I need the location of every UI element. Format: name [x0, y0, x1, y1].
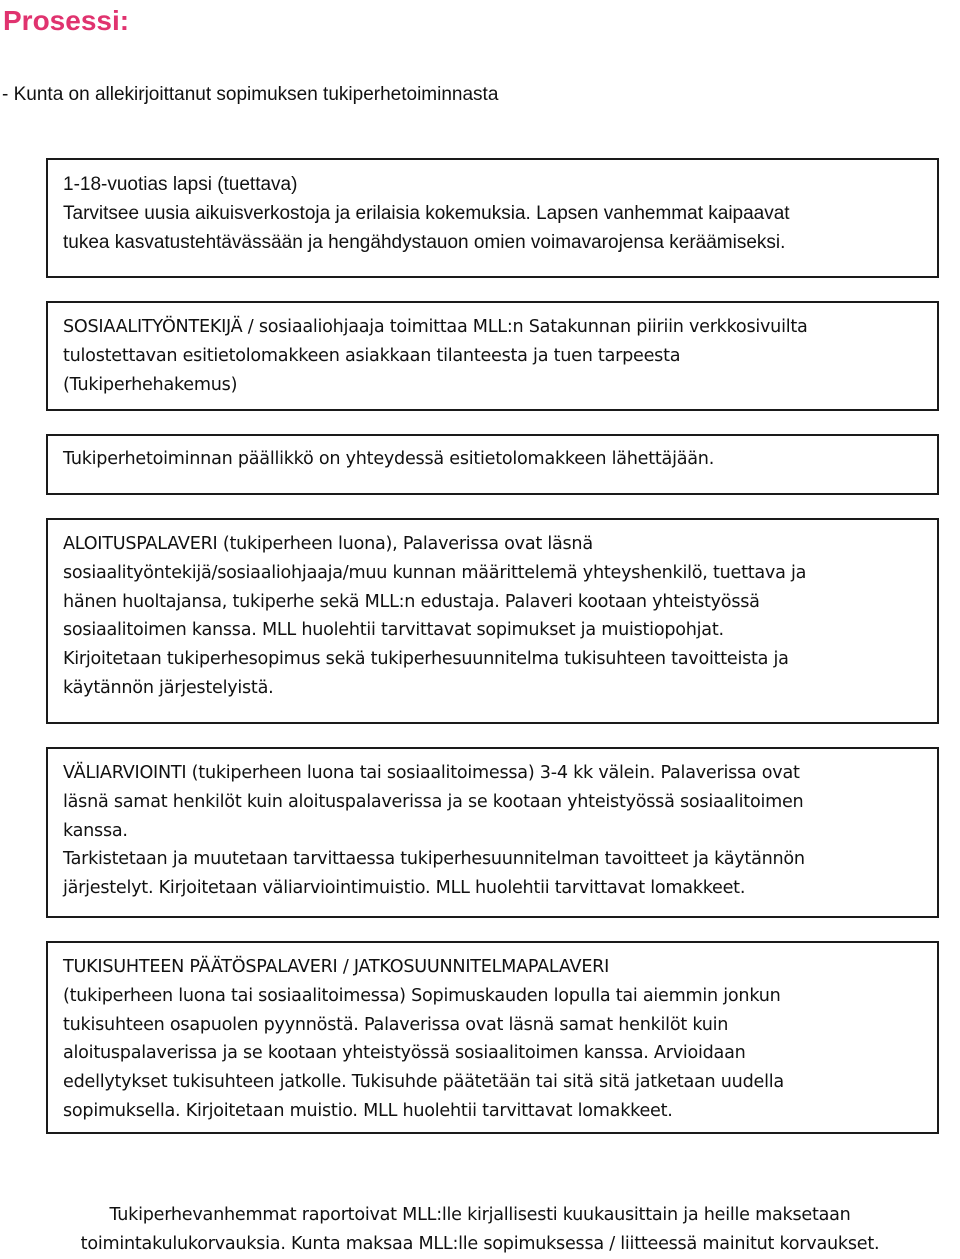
process-step-child: 1-18-vuotias lapsi (tuettava) Tarvitsee uusia aikuisverkostoja ja erilaisia kokemuksia. Lapsen vanhemmat kaipaavat tukea kasvatustehtävässään ja hengähdystauon omien voimavarojensa keräämiseksi. — [46, 158, 939, 278]
process-step-interim-review: VÄLIARVIOINTI (tukiperheen luona tai sosiaalitoimessa) 3-4 kk välein. Palaverissa ovat läsnä samat henkilöt kuin aloituspalaverissa ja se kootaan yhteistyössä sosiaalitoimen kanssa. Tarkistetaan ja muutetaan tarvittaessa tukiperhesuunnitelman tavoitteet ja käytännön järjestelyt. Kirjoitetaan väliarviointimuistio. MLL huolehtii tarvittavat lomakkeet. — [46, 747, 939, 918]
process-step-social-worker: SOSIAALITYÖNTEKIJÄ / sosiaaliohjaaja toimittaa MLL:n Satakunnan piiriin verkkosivuilta tulostettavan esitietolomakkeen asiakkaan tilanteesta ja tuen tarpeesta (Tukiperhehakemus) — [46, 301, 939, 411]
process-step-manager-contact: Tukiperhetoiminnan päällikkö on yhteydessä esitietolomakkeen lähettäjään. — [46, 434, 939, 495]
footer-note: Tukiperhevanhemmat raportoivat MLL:lle kirjallisesti kuukausittain ja heille maksetaan toimintakulukorvauksia. Kunta maksaa MLL:lle sopimuksessa / liitteessä mainitut korvaukset. — [80, 1205, 880, 1254]
process-step-final-meeting: TUKISUHTEEN PÄÄTÖSPALAVERI / JATKOSUUNNITELMAPALAVERI (tukiperheen luona tai sosiaalitoimessa) Sopimuskauden lopulla tai aiemmin jonkun tukisuhteen osapuolen pyynnöstä. Palaverissa ovat läsnä samat henkilöt kuin aloituspalaverissa ja se kootaan yhteistyössä sosiaalitoimen kanssa. Arvioidaan edellytykset tukisuhteen jatkolle. Tukisuhde päätetään tai sitä sitä jatketaan uudella sopimuksella. Kirjoitetaan muistio. MLL huolehtii tarvittavat lomakkeet. — [46, 941, 939, 1134]
page-title: Prosessi: — [3, 5, 130, 36]
intro-text: - Kunta on allekirjoittanut sopimuksen tukiperhetoiminnasta — [2, 84, 499, 105]
process-step-initial-meeting: ALOITUSPALAVERI (tukiperheen luona), Palaverissa ovat läsnä sosiaalityöntekijä/sosiaaliohjaaja/muu kunnan määrittelemä yhteyshenkilö, tuettava ja hänen huoltajansa, tukiperhe sekä MLL:n edustaja. Palaveri kootaan yhteistyössä sosiaalitoimen kanssa. MLL huolehtii tarvittavat sopimukset ja muistiopohjat. Kirjoitetaan tukiperhesopimus sekä tukiperhesuunnitelma tukisuhteen tavoitteista ja käytännön järjestelyistä. — [46, 518, 939, 724]
